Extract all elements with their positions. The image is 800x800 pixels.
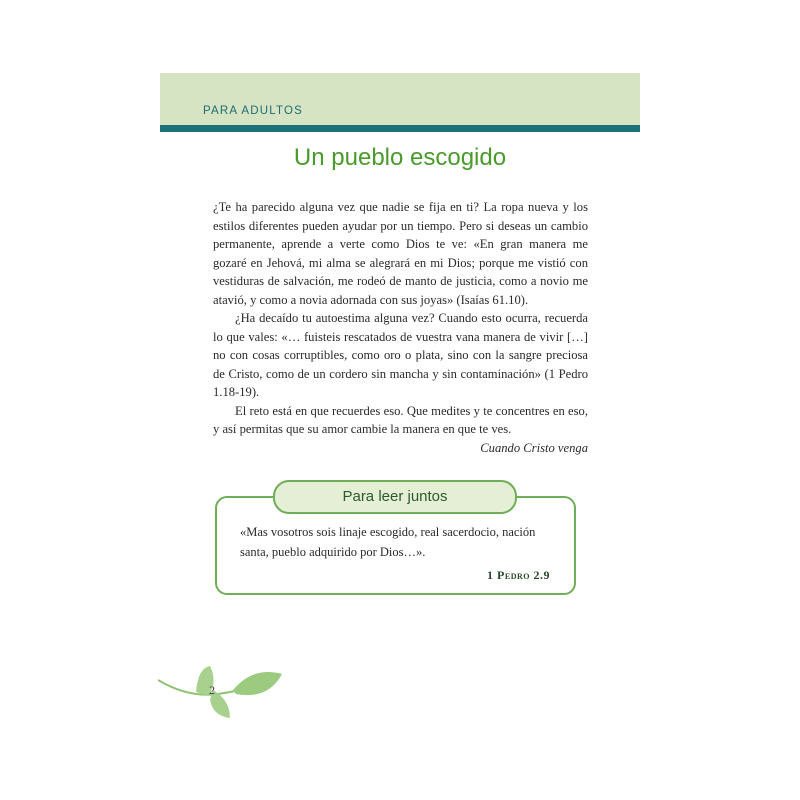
read-together-quote: «Mas vosotros sois linaje escogido, real sacerdocio, nación santa, pueblo adquirido por Dios…». — [240, 525, 536, 559]
page-number: 2 — [209, 683, 215, 697]
read-together-title: Para leer juntos — [273, 480, 517, 514]
section-label: PARA ADULTOS — [203, 105, 304, 117]
paragraph-3: El reto está en que recuerdes eso. Que medites y te concentres en eso, y así permitas que su amor cambie la manera en que te ves. — [213, 403, 588, 436]
header-band — [160, 73, 640, 125]
leaf-branch-icon — [158, 660, 288, 730]
paragraph-2: ¿Ha decaído tu autoestima alguna vez? Cuando esto ocurra, recuerda lo que vales: «… fuisteis rescatados de vuestra vana manera de vivir […] no con cosas corruptibles, como oro o plata, sino con la sangre preciosa de Cristo, como de un cordero sin mancha y sin contaminación» (1 Pedro 1.18-19). — [213, 311, 588, 399]
read-together-reference: 1 Pedro 2.9 — [487, 568, 550, 582]
page-title: Un pueblo escogido — [293, 144, 507, 171]
paragraph-1: ¿Te ha parecido alguna vez que nadie se fija en ti? La ropa nueva y los estilos diferentes pueden ayudar por un tiempo. Pero si deseas un cambio permanente, aprende a verte como Dios te ve: «En gran manera me gozaré en Jehová, mi alma se alegrará en mi Dios; porque me vistió con vestiduras de salvación, me rodeó de manto de justicia, como a novio me atavió, y como a novia adornada con sus joyas» (Isaías 61.10). — [213, 200, 588, 307]
attribution: Cuando Cristo venga — [480, 440, 588, 455]
article-body — [213, 198, 588, 457]
header-rule — [160, 125, 640, 132]
